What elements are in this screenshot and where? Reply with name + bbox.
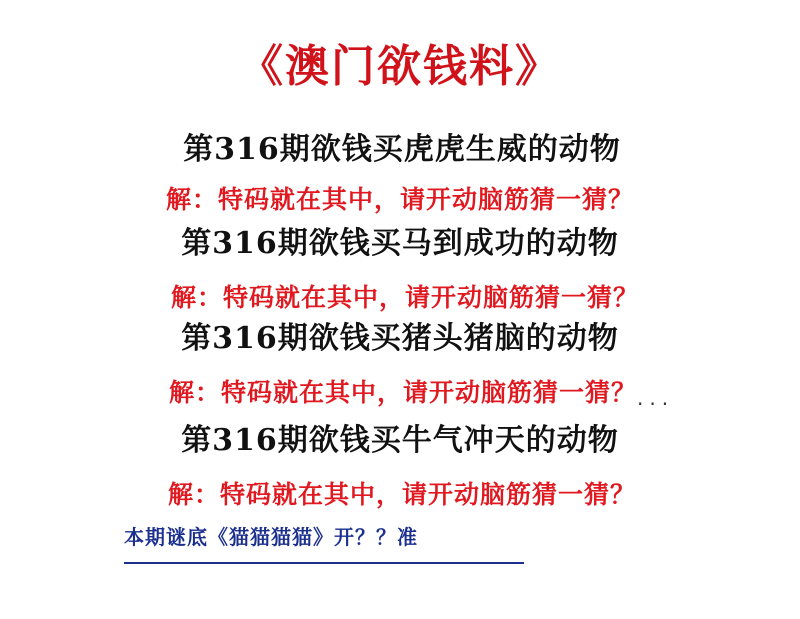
entry-answer-1: 解：特码就在其中，请开动脑筋猜一猜？ xyxy=(165,185,634,214)
entry-answer-2: 解：特码就在其中，请开动脑筋猜一猜？ xyxy=(170,283,639,312)
entry-answer-3: 解：特码就在其中，请开动脑筋猜一猜？ xyxy=(168,378,637,407)
footer-answer-text: 本期谜底《猫猫猫猫》开？？准 xyxy=(124,525,418,549)
entry-block-3 xyxy=(0,313,800,409)
ellipsis-decoration: ··· xyxy=(637,392,675,416)
entry-block-4 xyxy=(0,415,800,511)
entry-question-3: 第316期欲钱买猪头猪脑的动物 xyxy=(181,321,619,356)
entry-question-1: 第316期欲钱买虎虎生威的动物 xyxy=(183,132,621,167)
page-title: 《澳门欲钱料》 xyxy=(239,41,561,92)
entry-block-1 xyxy=(0,124,800,216)
entry-question-2: 第316期欲钱买马到成功的动物 xyxy=(181,226,619,261)
footer-section xyxy=(124,521,544,564)
footer-underline xyxy=(124,562,524,564)
entry-answer-4: 解：特码就在其中，请开动脑筋猜一猜？ xyxy=(167,480,636,509)
entry-block-2 xyxy=(0,218,800,314)
entry-question-4: 第316期欲钱买牛气冲天的动物 xyxy=(181,423,619,458)
